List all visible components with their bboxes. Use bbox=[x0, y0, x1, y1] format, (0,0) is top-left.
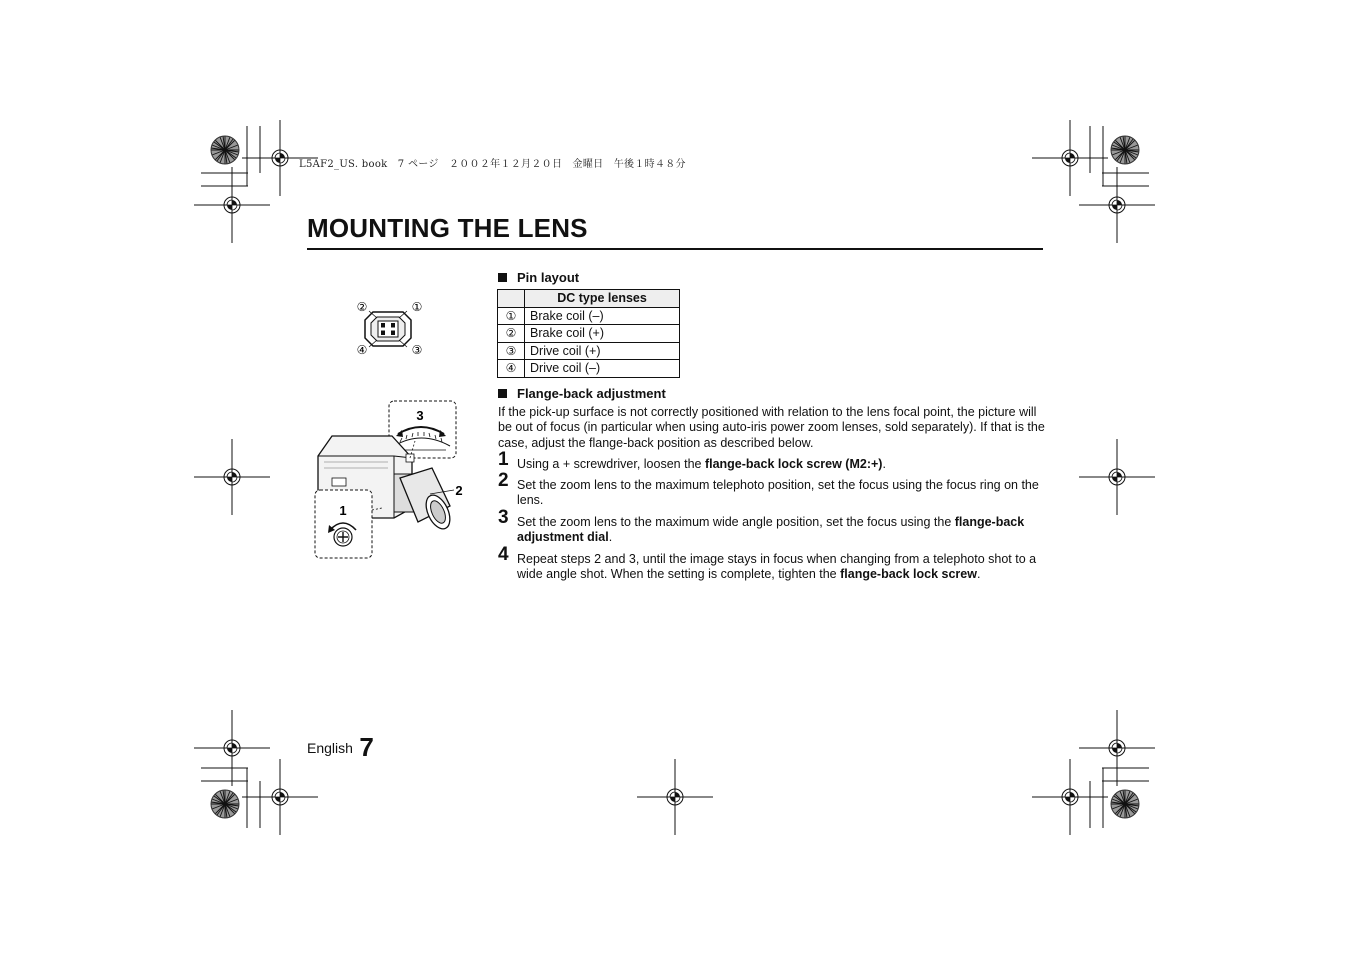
pin-label: ④ bbox=[356, 343, 368, 357]
table-row bbox=[498, 360, 680, 378]
step-text: Using a + screwdriver, loosen the flange-back lock screw (M2:+). bbox=[517, 457, 886, 471]
bullet-square-icon bbox=[498, 389, 507, 398]
pin-label: ② bbox=[356, 300, 368, 314]
bullet-square-icon bbox=[498, 273, 507, 282]
step-number: 2 bbox=[498, 470, 509, 491]
pin-label: ③ bbox=[411, 343, 423, 357]
flange-back-heading: Flange-back adjustment bbox=[498, 386, 666, 401]
pin-number: ② bbox=[498, 325, 525, 343]
pin-number: ① bbox=[498, 307, 525, 325]
star-target-icon bbox=[211, 136, 239, 164]
callout-number: 3 bbox=[416, 408, 424, 423]
pin-layout-heading: Pin layout bbox=[498, 270, 579, 285]
callout-number: 1 bbox=[339, 503, 347, 518]
pin-table bbox=[497, 289, 680, 378]
table-header: DC type lenses bbox=[525, 290, 680, 308]
table-row bbox=[498, 325, 680, 343]
crosshair-icon bbox=[637, 759, 713, 835]
print-header: L5AF2_US. book 7 ページ ２００２年１２月２０日 金曜日 午後１時４８分 bbox=[299, 159, 686, 170]
step-text: Repeat steps 2 and 3, until the image stays in focus when changing from a telephoto shot to a wide angle shot. When the setting is complete, tighten the flange-back lock screw. bbox=[517, 552, 1037, 582]
page-number: 7 bbox=[359, 732, 374, 762]
table-row bbox=[498, 342, 680, 360]
star-target-icon bbox=[1111, 136, 1139, 164]
crosshair-icon bbox=[194, 710, 270, 786]
star-target-icon bbox=[211, 790, 239, 818]
crosshair-icon bbox=[1079, 710, 1155, 786]
flange-back-intro: If the pick-up surface is not correctly positioned with relation to the lens focal point, the picture will be out of focus (in particular when using auto-iris power zoom lenses, sold separately). If that is the case, adjust the flange-back position as described below. bbox=[498, 405, 1045, 450]
step-number: 4 bbox=[498, 544, 509, 565]
page-title: MOUNTING THE LENS bbox=[307, 213, 588, 243]
table-header-row bbox=[498, 290, 680, 308]
step-text: Set the zoom lens to the maximum telephoto position, set the focus using the focus ring on the lens. bbox=[517, 478, 1039, 508]
crosshair-icon bbox=[194, 167, 270, 243]
crosshair-icon bbox=[1032, 759, 1108, 835]
table-row bbox=[498, 307, 680, 325]
pin-description: Drive coil (+) bbox=[525, 342, 680, 360]
step-number: 3 bbox=[498, 507, 509, 528]
page-footer bbox=[307, 732, 374, 763]
pin-label: ① bbox=[411, 300, 423, 314]
step-number: 1 bbox=[498, 449, 509, 470]
pin-connector-diagram bbox=[350, 296, 430, 362]
crosshair-icon bbox=[1079, 439, 1155, 515]
step-2 bbox=[498, 470, 1046, 509]
pin-description: Drive coil (–) bbox=[525, 360, 680, 378]
step-3 bbox=[498, 507, 1046, 546]
table-header-blank bbox=[498, 290, 525, 308]
star-target-icon bbox=[1111, 790, 1139, 818]
step-text: Set the zoom lens to the maximum wide angle position, set the focus using the flange-back adjustment dial. bbox=[517, 515, 1025, 545]
pin-description: Brake coil (–) bbox=[525, 307, 680, 325]
title-divider bbox=[307, 248, 1043, 250]
crosshair-icon bbox=[242, 759, 318, 835]
camera-lens-illustration bbox=[310, 398, 470, 562]
crosshair-icon bbox=[1032, 120, 1108, 196]
crosshair-icon bbox=[1079, 167, 1155, 243]
callout-number: 2 bbox=[455, 483, 463, 498]
pin-number: ④ bbox=[498, 360, 525, 378]
pin-number: ③ bbox=[498, 342, 525, 360]
footer-language: English bbox=[307, 740, 353, 756]
pin-description: Brake coil (+) bbox=[525, 325, 680, 343]
step-1 bbox=[498, 449, 1046, 472]
step-4 bbox=[498, 544, 1046, 583]
crosshair-icon bbox=[194, 439, 270, 515]
